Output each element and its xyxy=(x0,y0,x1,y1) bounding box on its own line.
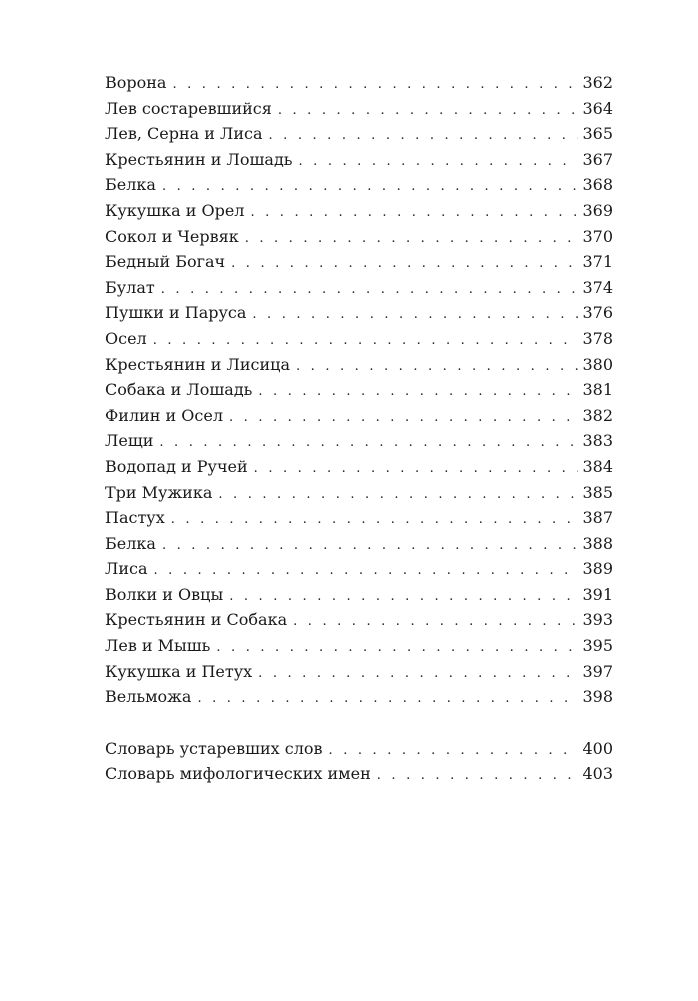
toc-entry xyxy=(105,505,613,531)
toc-entry-title: Ворона xyxy=(105,73,167,92)
toc-dot-leader xyxy=(229,405,578,431)
toc-entry xyxy=(105,275,613,301)
toc-dot-leader xyxy=(172,72,578,98)
toc-entry-page-number: 371 xyxy=(582,252,613,272)
toc-entry xyxy=(105,96,613,122)
toc-dot-leader xyxy=(269,123,579,149)
toc-entry-title: Лев состаревшийся xyxy=(105,98,272,118)
toc-entry-page-number: 365 xyxy=(582,124,613,144)
toc-dot-leader xyxy=(278,98,579,124)
toc-dot-leader xyxy=(154,558,579,584)
toc-entry-page-number: 398 xyxy=(582,687,613,707)
toc-entry xyxy=(105,556,613,582)
toc-main-list xyxy=(105,70,613,710)
toc-entry-title: Филин и Осел xyxy=(105,405,223,425)
toc-entry xyxy=(105,428,613,454)
toc-entry-page-number: 382 xyxy=(582,405,613,425)
toc-entry-title: Три Мужика xyxy=(105,482,213,502)
toc-entry-page-number: 370 xyxy=(582,226,613,246)
toc-entry xyxy=(105,582,613,608)
toc-entry xyxy=(105,172,613,198)
toc-entry-page-number: 400 xyxy=(582,738,613,758)
toc-entry xyxy=(105,198,613,224)
toc-entry-title: Волки и Овцы xyxy=(105,584,224,604)
toc-dot-leader xyxy=(258,661,578,687)
toc-entry-page-number: 369 xyxy=(582,200,613,220)
toc-entry xyxy=(105,121,613,147)
toc-dot-leader xyxy=(153,328,579,354)
toc-entry xyxy=(105,70,613,96)
toc-entry xyxy=(105,736,613,762)
toc-entry-title: Крестьянин и Собака xyxy=(105,610,288,630)
toc-entry-page-number: 368 xyxy=(582,175,613,195)
toc-dot-leader xyxy=(377,763,579,789)
toc-entry-page-number: 381 xyxy=(582,380,613,400)
toc-entry xyxy=(105,249,613,275)
toc-entry-title: Сокол и Червяк xyxy=(105,226,239,246)
toc-dot-leader xyxy=(250,200,578,226)
toc-entry-page-number: 364 xyxy=(582,98,613,118)
toc-dot-leader xyxy=(161,277,579,303)
toc-entry-title: Словарь мифологических имен xyxy=(105,764,371,784)
toc-entry xyxy=(105,147,613,173)
table-of-contents xyxy=(105,70,613,787)
toc-dot-leader xyxy=(296,354,578,380)
toc-entry-title: Белка xyxy=(105,175,156,195)
toc-dot-leader xyxy=(258,379,578,405)
toc-entry-title: Белка xyxy=(105,533,156,553)
toc-entry-page-number: 385 xyxy=(582,482,613,502)
toc-entry xyxy=(105,454,613,480)
toc-dot-leader xyxy=(329,738,579,764)
toc-entry xyxy=(105,480,613,506)
toc-entry-title: Крестьянин и Лошадь xyxy=(105,149,293,169)
toc-entry-page-number: 378 xyxy=(582,328,613,348)
toc-entry-title: Пастух xyxy=(105,508,165,528)
toc-entry xyxy=(105,403,613,429)
toc-entry-title: Лиса xyxy=(105,559,148,579)
toc-dot-leader xyxy=(171,507,579,533)
toc-entry-page-number: 362 xyxy=(582,73,613,92)
toc-dot-leader xyxy=(293,609,578,635)
toc-dot-leader xyxy=(229,584,578,610)
toc-appendix-list xyxy=(105,736,613,787)
toc-entry-page-number: 374 xyxy=(582,277,613,297)
toc-entry xyxy=(105,224,613,250)
toc-entry-page-number: 391 xyxy=(582,584,613,604)
toc-dot-leader xyxy=(162,533,579,559)
toc-entry-page-number: 384 xyxy=(582,456,613,476)
toc-entry-title: Булат xyxy=(105,277,155,297)
toc-dot-leader xyxy=(245,226,579,252)
toc-entry xyxy=(105,761,613,787)
toc-entry-page-number: 397 xyxy=(582,661,613,681)
toc-entry xyxy=(105,326,613,352)
toc-entry xyxy=(105,377,613,403)
toc-entry-page-number: 376 xyxy=(582,303,613,323)
toc-entry-title: Словарь устаревших слов xyxy=(105,738,323,758)
toc-entry-title: Водопад и Ручей xyxy=(105,456,248,476)
toc-entry xyxy=(105,633,613,659)
toc-entry xyxy=(105,659,613,685)
toc-entry-title: Собака и Лошадь xyxy=(105,380,253,400)
toc-entry-title: Лещи xyxy=(105,431,154,451)
toc-entry xyxy=(105,300,613,326)
toc-dot-leader xyxy=(231,251,578,277)
toc-dot-leader xyxy=(254,456,579,482)
toc-entry-page-number: 383 xyxy=(582,431,613,451)
toc-entry-title: Крестьянин и Лисица xyxy=(105,354,291,374)
toc-dot-leader xyxy=(159,430,578,456)
toc-entry-page-number: 380 xyxy=(582,354,613,374)
toc-entry-title: Кукушка и Орел xyxy=(105,200,245,220)
toc-entry-page-number: 403 xyxy=(582,764,613,784)
toc-dot-leader xyxy=(252,302,578,328)
toc-entry xyxy=(105,352,613,378)
toc-entry-page-number: 388 xyxy=(582,533,613,553)
toc-entry xyxy=(105,684,613,710)
toc-entry-title: Кукушка и Петух xyxy=(105,661,253,681)
toc-entry xyxy=(105,531,613,557)
toc-dot-leader xyxy=(162,174,579,200)
toc-entry-title: Вельможа xyxy=(105,687,192,707)
toc-entry-page-number: 387 xyxy=(582,508,613,528)
toc-entry xyxy=(105,607,613,633)
toc-entry-title: Осел xyxy=(105,328,147,348)
toc-entry-title: Лев, Серна и Лиса xyxy=(105,124,263,144)
toc-entry-title: Лев и Мышь xyxy=(105,636,211,656)
toc-dot-leader xyxy=(299,149,579,175)
toc-entry-page-number: 395 xyxy=(582,636,613,656)
toc-entry-page-number: 389 xyxy=(582,559,613,579)
toc-entry-page-number: 393 xyxy=(582,610,613,630)
toc-dot-leader xyxy=(218,482,578,508)
toc-dot-leader xyxy=(216,635,578,661)
toc-entry-title: Пушки и Паруса xyxy=(105,303,247,323)
toc-dot-leader xyxy=(197,686,578,712)
toc-entry-title: Бедный Богач xyxy=(105,252,226,272)
toc-entry-page-number: 367 xyxy=(582,149,613,169)
